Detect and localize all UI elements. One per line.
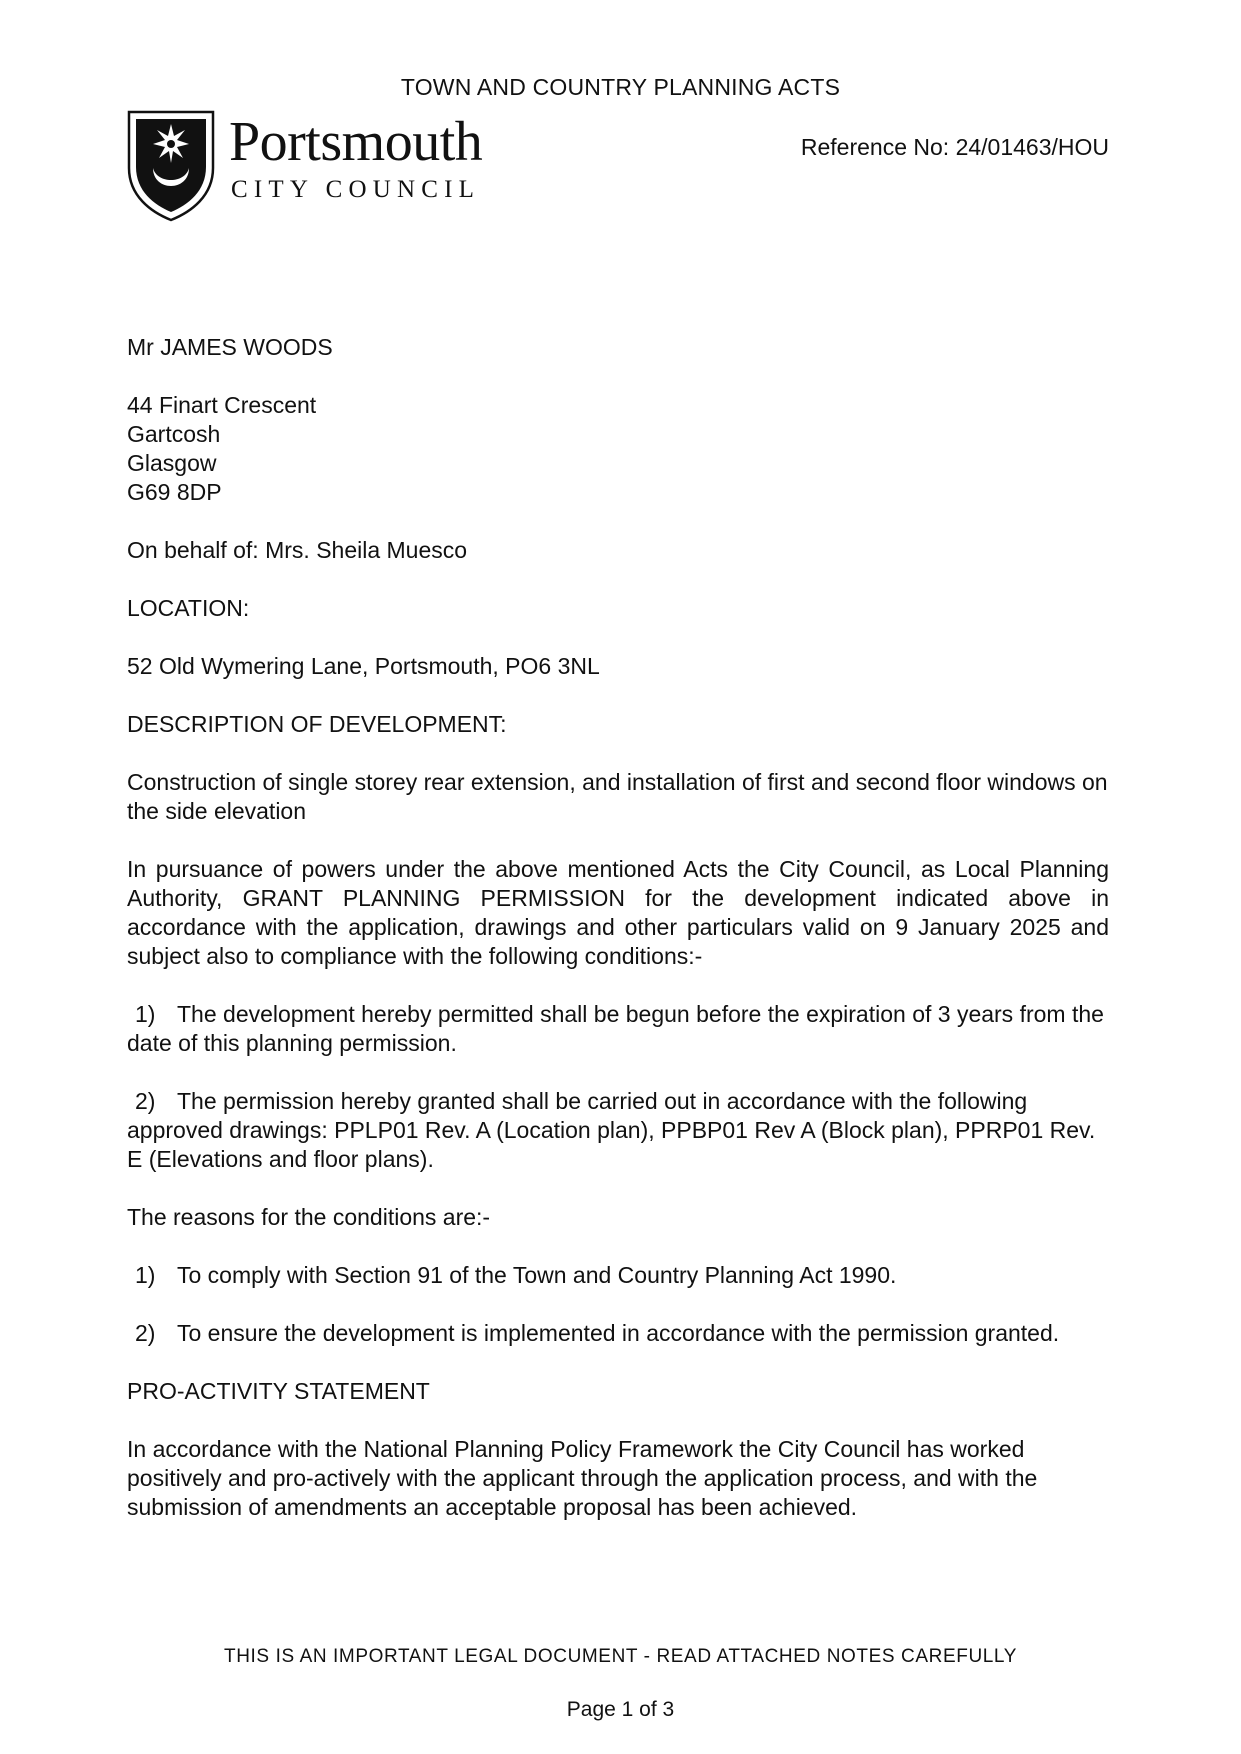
logo-subtitle: CITY COUNCIL bbox=[231, 176, 481, 203]
legal-notice: THIS IS AN IMPORTANT LEGAL DOCUMENT - READ ATTACHED NOTES CAREFULLY bbox=[224, 1646, 1017, 1667]
location-heading: LOCATION: bbox=[127, 595, 250, 621]
reference-number: Reference No: 24/01463/HOU bbox=[800, 134, 1109, 160]
crest-icon bbox=[127, 110, 215, 222]
council-logo bbox=[127, 110, 507, 225]
page-number: Page 1 of 3 bbox=[566, 1698, 675, 1721]
pro-activity-text: In accordance with the National Planning Policy Framework the City Council has worked positively and pro-actively with the applicant through the application process, and with the submission of amendments an acceptable proposal has been achieved. bbox=[127, 1436, 1038, 1520]
location-value: 52 Old Wymering Lane, Portsmouth, PO6 3NL bbox=[127, 653, 600, 679]
condition-number: 2) bbox=[135, 1088, 156, 1114]
reason-number: 2) bbox=[135, 1320, 156, 1346]
address-line: Glasgow bbox=[127, 450, 217, 476]
condition-item bbox=[127, 1000, 1109, 1058]
reason-number: 1) bbox=[135, 1262, 156, 1288]
grant-statement: In pursuance of powers under the above mentioned Acts the City Council, as Local Planning Authority, GRANT PLANNING PERMISSION for the development indicated above in accordance with the application, drawings and other particulars valid on 9 January 2025 and subject also to compliance with the following conditions:- bbox=[127, 856, 1109, 969]
reason-item bbox=[127, 1261, 1109, 1290]
reason-item bbox=[127, 1319, 1109, 1348]
description-heading: DESCRIPTION OF DEVELOPMENT: bbox=[127, 711, 507, 737]
condition-text: The development hereby permitted shall be begun before the expiration of 3 years from the date of this planning permission. bbox=[127, 1001, 1104, 1056]
recipient-address bbox=[127, 391, 1109, 507]
reason-text: To ensure the development is implemented in accordance with the permission granted. bbox=[177, 1320, 1060, 1346]
on-behalf-of: On behalf of: Mrs. Sheila Muesco bbox=[127, 537, 468, 563]
document-header-title: TOWN AND COUNTRY PLANNING ACTS bbox=[400, 74, 841, 100]
reason-text: To comply with Section 91 of the Town and Country Planning Act 1990. bbox=[177, 1262, 897, 1288]
condition-item bbox=[127, 1087, 1109, 1174]
letter-body bbox=[127, 333, 1109, 1551]
pro-activity-heading: PRO-ACTIVITY STATEMENT bbox=[127, 1378, 430, 1404]
reasons-heading: The reasons for the conditions are:- bbox=[127, 1204, 491, 1230]
description-value: Construction of single storey rear extension, and installation of first and second floor windows on the side elevation bbox=[127, 769, 1108, 824]
recipient-name: Mr JAMES WOODS bbox=[127, 334, 333, 360]
address-line: Gartcosh bbox=[127, 421, 221, 447]
condition-number: 1) bbox=[135, 1001, 156, 1027]
condition-text: The permission hereby granted shall be carried out in accordance with the following approved drawings: PPLP01 Rev. A (Location plan), PPBP01 Rev A (Block plan), PPRP01 Rev. E (Elevations and floor plans). bbox=[127, 1088, 1096, 1172]
address-line: G69 8DP bbox=[127, 479, 222, 505]
address-line: 44 Finart Crescent bbox=[127, 392, 317, 418]
logo-name: Portsmouth bbox=[229, 111, 483, 173]
